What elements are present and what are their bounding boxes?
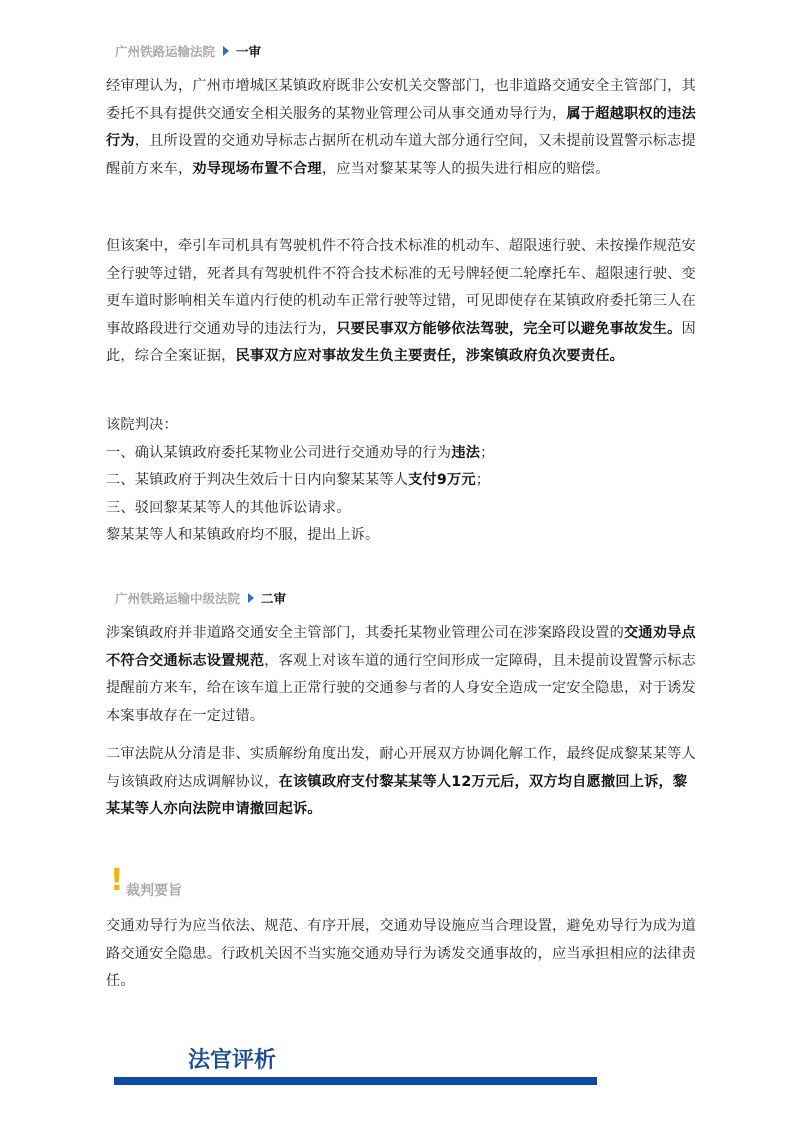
- section-title: 法官评析: [188, 1048, 277, 1073]
- first-trial-verdict: [106, 412, 696, 550]
- first-trial-fault-analysis: [106, 233, 696, 371]
- triangle-right-icon: [248, 593, 254, 603]
- text-run: 二审法院从分清是非、实质解纷角度出发，耐心开展双方协调化解工作，最终促成黎某某等人与该镇政府达成调解协议，: [106, 746, 696, 790]
- gist-heading: 裁判要旨: [126, 883, 182, 899]
- verdict-item-3: 三、驳回黎某某等人的其他诉讼请求。: [106, 499, 351, 516]
- breadcrumb-second-trial: [115, 587, 286, 609]
- verdict-intro: 该院判决：: [106, 417, 178, 433]
- appeal-note: 黎某某等人和某镇政府均不服，提出上诉。: [106, 527, 380, 543]
- trial-stage: 二审: [261, 591, 287, 606]
- court-name: 广州铁路运输法院: [115, 44, 216, 59]
- bold-text: 违法: [451, 444, 481, 461]
- bold-text: 劝导现场布置不合理: [192, 160, 322, 177]
- text-run: 涉案镇政府并非道路交通安全主管部门，其委托某物业管理公司在涉案路段设置的: [106, 625, 624, 641]
- bold-text: 在该镇政府支付黎某某等人12万元后，双方均自愿撤回上诉，黎某某等人亦向法院申请撤回起诉。: [106, 773, 688, 817]
- trial-stage: 一审: [236, 44, 262, 59]
- second-trial-reasoning: [106, 620, 696, 730]
- text-run: ；: [475, 472, 491, 488]
- text-run: ，客观上对该车道的通行空间形成一定障碍，且未提前设置警示标志提醒前方来车，给在该车道上正常行驶的交通参与者的人身安全造成一定安全隐患，对于诱发本案事故存在一定过错。: [106, 652, 696, 724]
- verdict-item-2: [106, 467, 696, 495]
- text-run: 经审理认为，广州市增城区某镇政府既非公安机关交警部门，也非道路交通安全主管部门，其委托不具有提供交通安全相关服务的某物业管理公司从事交通劝导行为，: [106, 78, 696, 122]
- gist-text: 交通劝导行为应当依法、规范、有序开展，交通劝导设施应当合理设置，避免劝导行为成为道路交通安全隐患。行政机关因不当实施交通劝导行为诱发交通事故的，应当承担相应的法律责任。: [106, 918, 696, 989]
- second-trial-mediation: [106, 741, 696, 824]
- breadcrumb-first-trial: [115, 40, 261, 62]
- first-trial-reasoning: [106, 73, 696, 183]
- verdict-item-1: [106, 440, 696, 468]
- bold-text: 交通劝导点不符合交通标志设置规范: [106, 625, 696, 669]
- triangle-right-icon: [223, 46, 229, 56]
- text-run: 因此，综合全案证据，: [106, 320, 696, 364]
- text-run: 但该案中，牵引车司机具有驾驶机件不符合技术标准的机动车、超限速行驶、未按操作规范安全行驶等过错，死者具有驾驶机件不符合技术标准的无号牌轻便二轮摩托车、超限速行驶、变更车道时影响相关车道内行使的机动车正常行驶等过错，可见即使存在某镇政府委托第三人在事故路段进行交通劝导的违法行为，: [106, 238, 696, 337]
- bold-text: 属于超越职权的违法行为: [106, 105, 696, 149]
- section-divider-bar: [114, 1077, 597, 1085]
- bold-text: 支付9万元: [408, 472, 476, 488]
- text-run: ，且所设置的交通劝导标志占据所在机动车道大部分通行空间，又未提前设置警示标志提醒前方来车，: [106, 133, 696, 177]
- exclamation-icon: !: [110, 863, 124, 898]
- text-run: ；: [480, 444, 495, 461]
- text-run: 一、确认某镇政府委托某物业公司进行交通劝导的行为: [106, 444, 452, 461]
- text-run: 二、某镇政府于判决生效后十日内向黎某某等人: [106, 472, 409, 488]
- bold-text: 民事双方应对事故发生负主要责任，涉案镇政府负次要责任。: [235, 348, 624, 364]
- text-run: ，应当对黎某某等人的损失进行相应的赔偿。: [321, 160, 610, 177]
- court-name: 广州铁路运输中级法院: [115, 591, 241, 606]
- bold-text: 只要民事双方能够依法驾驶，完全可以避免事故发生。: [336, 320, 682, 337]
